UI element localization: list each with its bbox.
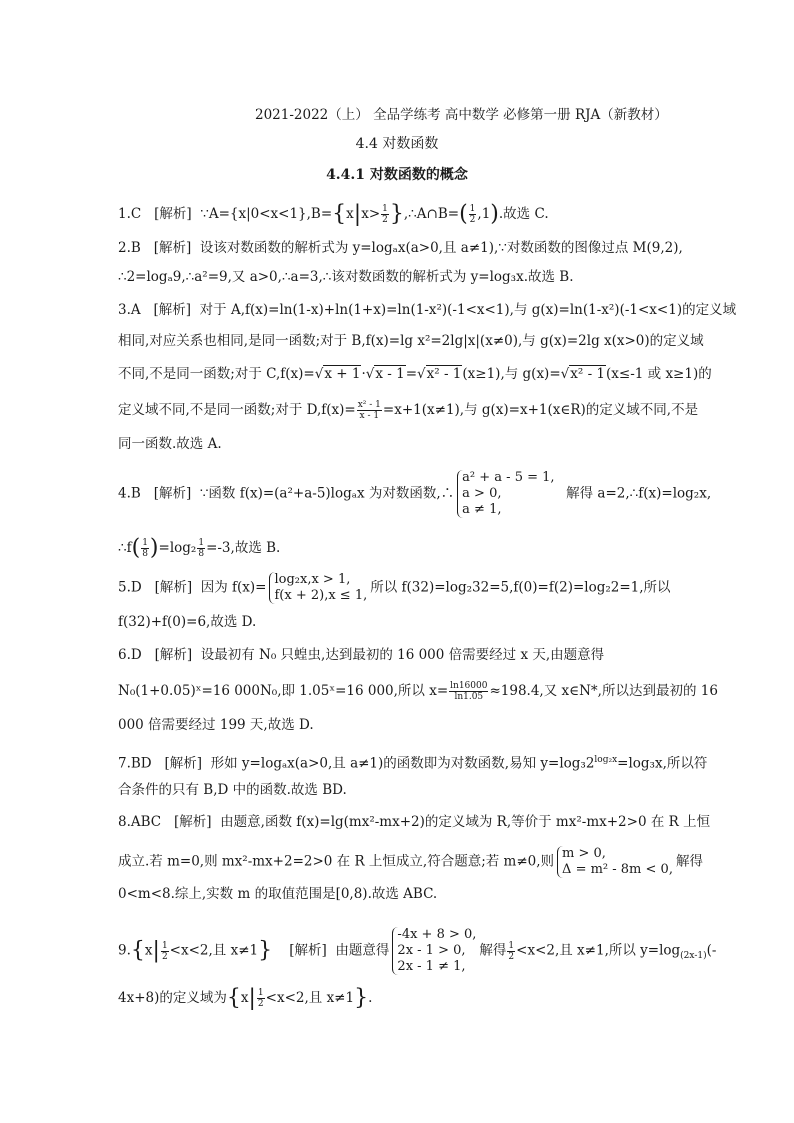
- answer-9-line-2: 4x+8)的定义域为{x| $\frac{1}{2}$ <x<2,且 x≠1}.: [118, 985, 373, 1011]
- answer-number: 3.A: [118, 302, 141, 318]
- analysis-tag: [解析]: [153, 485, 192, 502]
- equation-system: m > 0, Δ = m² - 8m < 0,: [557, 846, 673, 878]
- fraction: $\frac{\text{x² - 1}}{x - 1}$: [357, 400, 381, 421]
- answer-number: 2.B: [118, 240, 141, 256]
- answer-number: 9.: [118, 942, 131, 959]
- fraction: $\frac{1}{2}$: [508, 940, 515, 962]
- fraction: $\frac{1}{8}$: [142, 538, 148, 559]
- answer-3-line-5: 同一函数.故选 A.: [118, 436, 222, 452]
- analysis-tag: [解析]: [164, 755, 203, 772]
- fraction: $\frac{\ln 16000}{\ln 1.05}$: [450, 681, 488, 702]
- answer-3-line-2: 相同,对应关系也相同,是同一函数;对于 B,f(x)=lg x²=2lg|x|(x≠0),与 g(x)=2lg x(x>0)的定义域: [118, 333, 704, 349]
- answer-4: 4.B [解析] ∵函数 f(x)=(a²+a-5)logₐx 为对数函数,∴ a² + a - 5 = 1, a > 0, a ≠ 1, 解得 a=2,∴f(x)=log₂x,: [118, 470, 712, 517]
- answer-1: 1.C [解析] ∵A={x|0<x<1},B={x|x> $\frac{1}{2}$ },∴A∩B=( $\frac{1}{2}$ ,1).故选 C.: [118, 201, 549, 227]
- equation-system: -4x + 8 > 0, 2x - 1 > 0, 2x - 1 ≠ 1,: [392, 927, 476, 975]
- fraction: $\frac{1}{2}$: [257, 988, 264, 1009]
- analysis-tag: [解析]: [154, 579, 193, 596]
- answer-3-line-3: 不同,不是同一函数;对于 C,f(x)=√x + 1·√x - 1=√x² - 1(x≥1),与 g(x)=√x² - 1(x≤-1 或 x≥1)的: [118, 366, 712, 382]
- analysis-tag: [解析]: [289, 942, 327, 959]
- answer-3: 3.A [解析] 对于 A,f(x)=ln(1-x)+ln(1+x)=ln(1-x²)(-1<x<1),与 g(x)=ln(1-x²)(-1<x<1)的定义域: [118, 302, 737, 318]
- answer-8-line-2: 成立.若 m=0,则 mx²-mx+2=2>0 在 R 上恒成立,符合题意;若 m≠0,则 m > 0, Δ = m² - 8m < 0, 解得: [118, 846, 703, 877]
- answer-8: 8.ABC [解析] 由题意,函数 f(x)=lg(mx²-mx+2)的定义域为 R,等价于 mx²-mx+2>0 在 R 上恒: [118, 814, 711, 830]
- analysis-tag: [解析]: [154, 647, 193, 663]
- answer-number: 7.BD: [118, 755, 152, 772]
- answer-2-line-2: ∴2=logₐ9,∴a²=9,又 a>0,∴a=3,∴该对数函数的解析式为 y=log₃x.故选 B.: [118, 269, 574, 285]
- analysis-tag: [解析]: [154, 206, 192, 222]
- answer-7-line-2: 合条件的只有 B,D 中的函数.故选 BD.: [118, 782, 347, 798]
- answer-number: 8.ABC: [118, 814, 162, 830]
- answer-6-line-2: N₀(1+0.05)ˣ=16 000N₀,即 1.05ˣ=16 000,所以 x= $\frac{\ln 16000}{\ln 1.05}$ ≈198.4,又 x∈N*,所以达到最初的 16: [118, 681, 718, 702]
- answer-3-line-4: 定义域不同,不是同一函数;对于 D,f(x)= $\frac{\text{x² - 1}}{x - 1}$ =x+1(x≠1),与 g(x)=x+1(x∈R)的定义域不同,不是: [118, 400, 699, 421]
- answer-8-line-3: 0<m<8.综上,实数 m 的取值范围是[0,8).故选 ABC.: [118, 886, 438, 902]
- answer-6: 6.D [解析] 设最初有 N₀ 只蝗虫,达到最初的 16 000 倍需要经过 x 天,由题意得: [118, 647, 605, 663]
- answer-5-line-2: f(32)+f(0)=6,故选 D.: [118, 614, 257, 630]
- answer-4-line-2: ∴f( $\frac{1}{8}$ )=log₂ $\frac{1}{8}$ =-3,故选 B.: [118, 535, 281, 561]
- fraction: $\frac{1}{8}$: [198, 538, 205, 559]
- answer-number: 5.D: [118, 579, 142, 596]
- analysis-tag: [解析]: [153, 240, 192, 256]
- subsection-title: 4.4.1 对数函数的概念: [326, 167, 468, 183]
- answer-7: 7.BD [解析] 形如 y=logₐx(a>0,且 a≠1)的函数即为对数函数,易知 $y=\log_32^{log_2x}=\log_3x$,所以符: [118, 755, 708, 772]
- section-title: 4.4 对数函数: [355, 136, 439, 152]
- equation-system: a² + a - 5 = 1, a > 0, a ≠ 1,: [457, 470, 554, 518]
- answer-5: 5.D [解析] 因为 f(x)= log₂x,x > 1, f(x + 2),x ≤ 1, 所以 f(32)=log₂32=5,f(0)=f(2)=log₂2=1,所以: [118, 572, 671, 603]
- fraction: $\frac{1}{2}$: [161, 940, 168, 962]
- page-header: 2021-2022（上） 全品学练考 高中数学 必修第一册 RJA（新教材）: [255, 107, 668, 123]
- answer-6-line-3: 000 倍需要经过 199 天,故选 D.: [118, 717, 314, 733]
- answer-2: 2.B [解析] 设该对数函数的解析式为 y=logₐx(a>0,且 a≠1),∵对数函数的图像过点 M(9,2),: [118, 240, 683, 256]
- answer-number: 4.B: [118, 485, 141, 502]
- fraction: $\frac{1}{2}$: [382, 204, 388, 225]
- fraction: $\frac{1}{2}$: [469, 204, 476, 225]
- answer-number: 1.C: [118, 206, 142, 222]
- analysis-tag: [解析]: [153, 302, 192, 318]
- answer-number: 6.D: [118, 647, 142, 663]
- answer-9: 9.{x| $\frac{1}{2}$ <x<2,且 x≠1} [解析] 由题意得 -4x + 8 > 0, 2x - 1 > 0, 2x - 1 ≠ 1, 解得 $\frac{1}{2}$ <x<2,且 x≠1,所以 $y=\log_{(2x-1)}(-$: [118, 927, 717, 974]
- analysis-tag: [解析]: [174, 814, 212, 830]
- piecewise-definition: log₂x,x > 1, f(x + 2),x ≤ 1,: [269, 572, 367, 604]
